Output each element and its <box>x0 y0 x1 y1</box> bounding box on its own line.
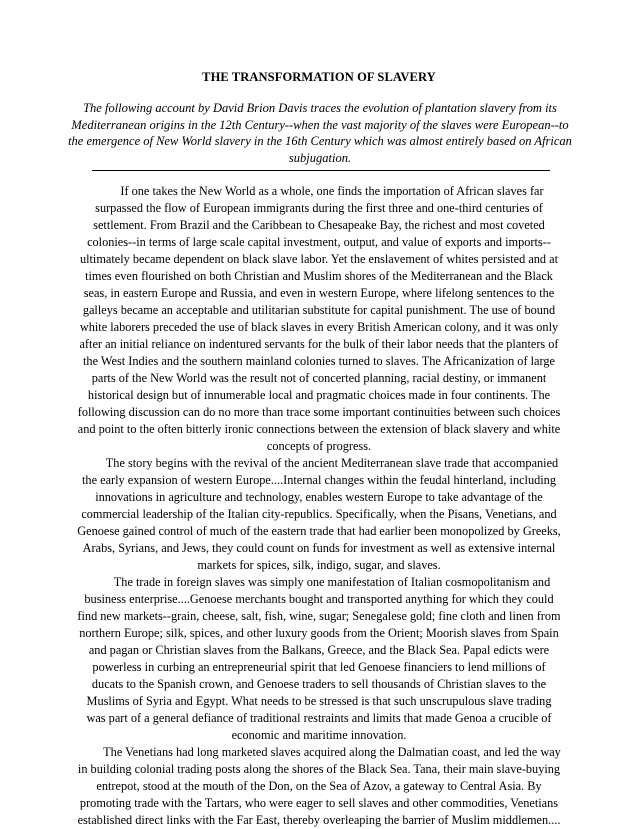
divider-line <box>92 170 550 171</box>
paragraph-4: The Venetians had long marketed slaves acquired along the Dalmatian coast, and led the way in building colonial trading posts along the shores of the Black Sea. Tana, their main slave-buying entrepot, stood at the mouth of the Don, on the Sea of Azov, a gateway to Central Asia. By promoting trade with the Tartars, who were eager to sell slaves and other commodities, Venetians established direct links with the Far East, thereby overleaping the barrier of Muslim middlemen.... <box>77 745 561 827</box>
document-title: THE TRANSFORMATION OF SLAVERY <box>202 70 436 84</box>
paragraph-2: The story begins with the revival of the ancient Mediterranean slave trade that accompanied the early expansion of western Europe....Internal changes within the feudal hinterland, including innovations in agriculture and technology, enables western Europe to take advantage of the commercial leadership of the Italian city-republics. Specifically, when the Pisans, Venetians, and Genoese gained control of much of the eastern trade that had earlier been monopolized by Greeks, Arabs, Syrians, and Jews, they could count on funds for investment as well as extensive internal markets for spices, silk, indigo, sugar, and slaves. <box>77 456 561 572</box>
paragraph-1: If one takes the New World as a whole, one finds the importation of African slaves far surpassed the flow of European immigrants during the first three and one-third centuries of settlement. From Brazil and the Caribbean to Chesapeake Bay, the richest and most coveted colonies--in terms of large scale capital investment, output, and value of exports and imports--ultimately became dependent on black slave labor. Yet the enslavement of whites persisted and at times even flourished on both Christian and Muslim shores of the Mediterranean and the Black seas, in eastern Europe and Russia, and even in western Europe, where lifelong sentences to the galleys became an acceptable and utilitarian substitute for capital punishment. The use of bound white laborers preceded the use of black slaves in every British American colony, and it was only after an initial reliance on indentured servants for the bulk of their labor needs that the planters of the West Indies and the southern mainland colonies turned to slaves. The Africanization of large parts of the New World was the result not of concerted planning, racial destiny, or immanent historical design but of innumerable local and pragmatic choices made in four continents. The following discussion can do no more than trace some important continuities between such choices and point to the often bitterly ironic connections between the extension of black slavery and white concepts of progress. <box>77 184 561 453</box>
paragraph-3: The trade in foreign slaves was simply one manifestation of Italian cosmopolitanism and business enterprise....Genoese merchants bought and transported anything for which they could find new markets--grain, cheese, salt, fish, wine, sugar; Senegalese gold; fine cloth and linen from northern Europe; silk, spices, and other luxury goods from the Orient; Moorish slaves from Spain and pagan or Christian slaves from the Balkans, Greece, and the Black Sea. Papal edicts were powerless in curbing an entrepreneurial spirit that led Genoese financiers to lend millions of ducats to the Spanish crown, and Genoese traders to sell thousands of Christian slaves to the Muslims of Syria and Egypt. What needs to be stressed is that such unscrupulous slave trading was part of a general defiance of traditional restraints and limits that made Genoa a crucible of economic and maritime innovation. <box>77 575 561 742</box>
intro-text: The following account by David Brion Davis traces the evolution of plantation slavery from its Mediterranean origins in the 12th Century--when the vast majority of the slaves were European--to the emergence of New World slavery in the 16th Century which was almost entirely based on African subjugation. <box>68 101 572 165</box>
body-text <box>76 183 562 829</box>
